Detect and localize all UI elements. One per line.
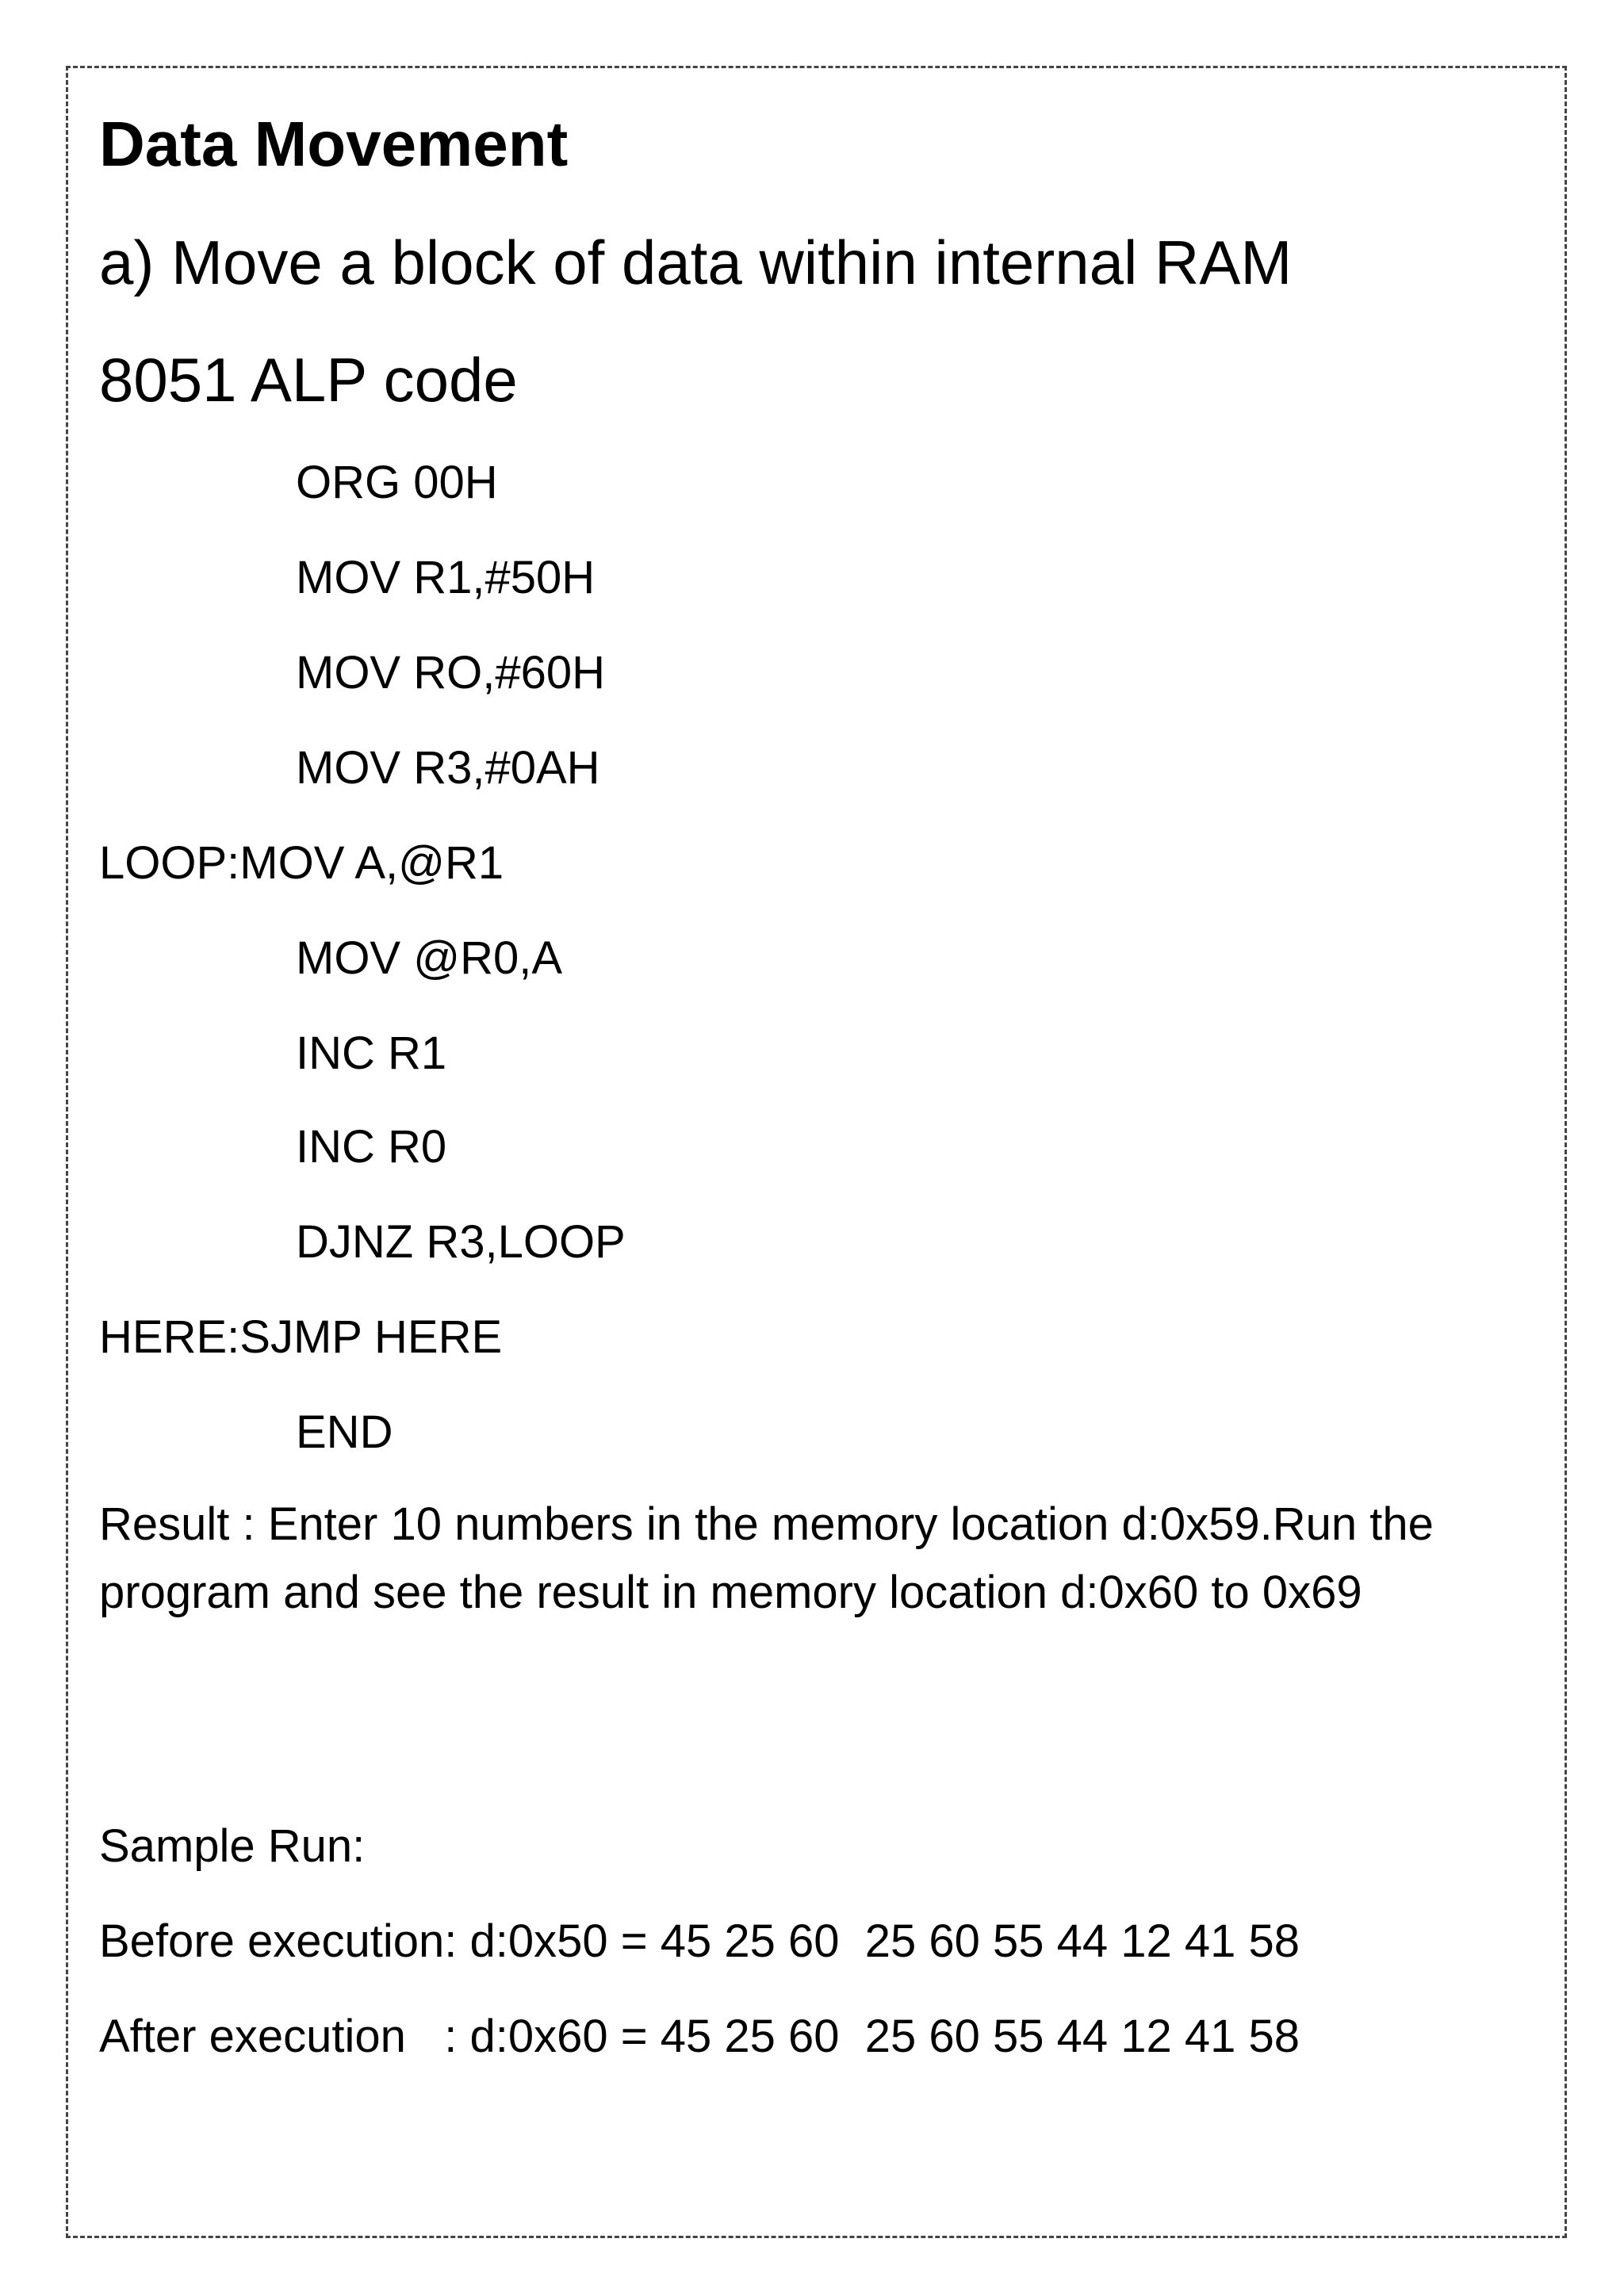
code-heading: 8051 ALP code: [99, 345, 518, 415]
code-line: INC R0: [296, 1121, 447, 1173]
code-line: END: [296, 1406, 393, 1458]
code-line: MOV @R0,A: [296, 932, 563, 984]
after-execution-line: After execution : d:0x60 = 45 25 60 25 60 55 44 12 41 58: [99, 2011, 1300, 2062]
code-line-with-label: [99, 837, 504, 889]
code-line: MOV RO,#60H: [296, 647, 605, 698]
page-title: Data Movement: [99, 109, 569, 179]
code-line: INC R1: [296, 1027, 447, 1079]
result-description: Result : Enter 10 numbers in the memory location d:0x59.Run the program and see the result in memory location d:0x60 to 0x69: [99, 1498, 1434, 1618]
code-label: HERE:: [99, 1311, 240, 1363]
code-instruction: SJMP HERE: [239, 1311, 503, 1363]
code-instruction: MOV A,@R1: [239, 837, 504, 889]
code-label: LOOP:: [99, 837, 240, 889]
sample-run-heading: Sample Run:: [99, 1820, 366, 1872]
code-line-with-label: [99, 1311, 503, 1363]
code-line: MOV R3,#0AH: [296, 742, 600, 794]
code-line: ORG 00H: [296, 457, 498, 508]
code-line: DJNZ R3,LOOP: [296, 1216, 626, 1268]
code-line: MOV R1,#50H: [296, 552, 596, 603]
before-execution-line: Before execution: d:0x50 = 45 25 60 25 60 55 44 12 41 58: [99, 1915, 1300, 1967]
section-subtitle: a) Move a block of data within internal RAM: [99, 228, 1293, 297]
